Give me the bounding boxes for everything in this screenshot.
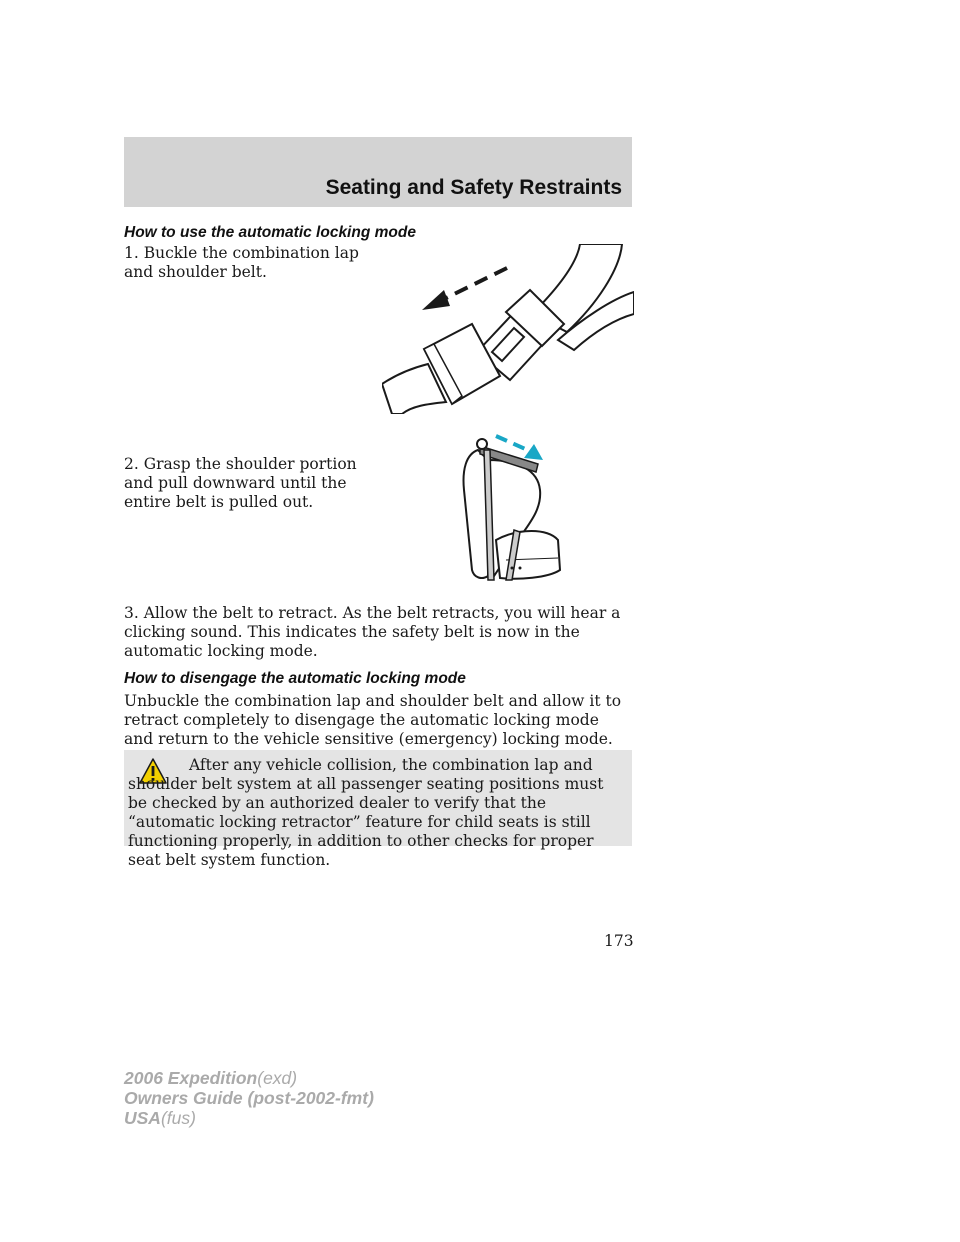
footer-line-2 (124, 1088, 374, 1108)
step-2-text: 2. Grasp the shoulder portion and pull downward until the entire belt is pulled out. (124, 455, 357, 511)
section-title: Seating and Safety Restraints (325, 176, 622, 199)
seat-belt-pull-illustration (448, 430, 578, 590)
step-3-text: 3. Allow the belt to retract. As the belt retracts, you will hear a clicking sound. This indicates the safety belt is now in the automatic locking mode. (124, 604, 621, 660)
section-header-band (124, 137, 632, 207)
footer-line-1 (124, 1068, 374, 1088)
footer-model-code: (exd) (257, 1068, 298, 1088)
step-1-text: 1. Buckle the combination lap and shoulder belt. (124, 244, 359, 281)
heading-disengage-auto-locking: How to disengage the automatic locking mode (124, 670, 466, 687)
warning-text: After any vehicle collision, the combination lap and shoulder belt system at all passenger seating positions must be checked by an authorized dealer to verify that the “automatic locking retractor” feature for child seats is still functioning properly, in addition to other checks for proper seat belt system function. (128, 756, 604, 869)
footer-market: USA (124, 1108, 161, 1128)
footer-model: 2006 Expedition (124, 1068, 258, 1088)
warning-box (124, 750, 632, 869)
footer-guide-format: Owners Guide (post-2002-fmt) (124, 1088, 374, 1108)
disengage-body-text: Unbuckle the combination lap and shoulder belt and allow it to retract completely to disengage the automatic locking mode and return to the vehicle sensitive (emergency) locking mode. (124, 692, 622, 748)
document-footer (124, 1068, 374, 1128)
footer-market-code: (fus) (160, 1108, 196, 1128)
buckle-illustration (382, 244, 634, 414)
heading-use-auto-locking: How to use the automatic locking mode (124, 224, 416, 241)
footer-line-3 (124, 1108, 374, 1128)
page-number: 173 (604, 932, 634, 950)
